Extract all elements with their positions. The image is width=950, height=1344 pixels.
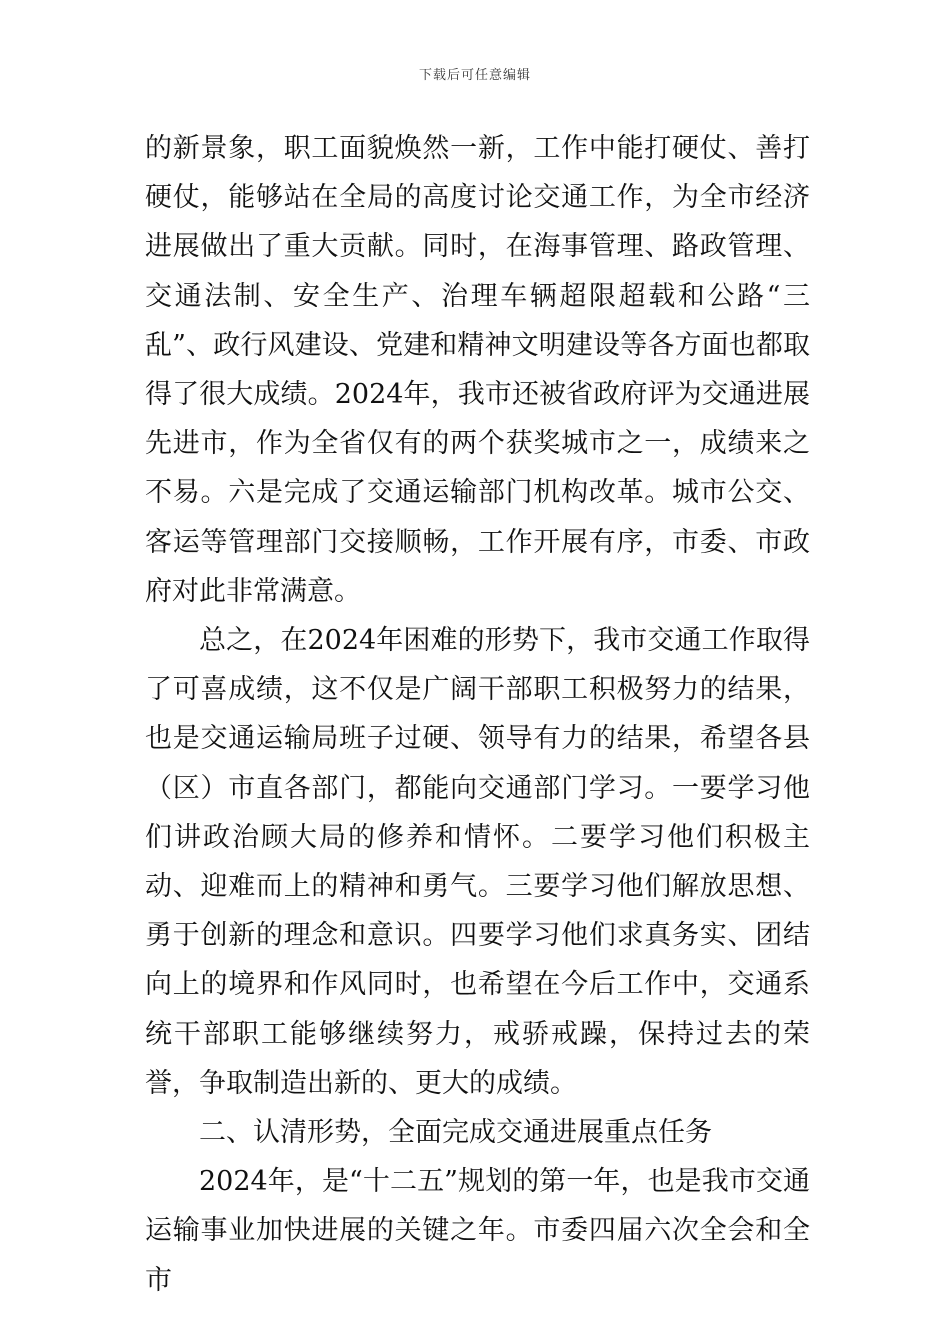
document-body: [145, 124, 810, 1305]
page-header: 下载后可任意编辑: [418, 68, 531, 83]
paragraph-continuation: 的新景象，职工面貌焕然一新，工作中能打硬仗、善打硬仗，能够站在全局的高度讨论交通工作，为全市经济进展做出了重大贡献。同时，在海事管理、路政管理、交通法制、安全生产、治理车辆超限超载和公路“三乱”、政行风建设、党建和精神文明建设等各方面也都取得了很大成绩。2024年，我市还被省政府评为交通进展先进市，作为全省仅有的两个获奖城市之一，成绩来之不易。六是完成了交通运输部门机构改革。城市公交、客运等管理部门交接顺畅，工作开展有序，市委、市政府对此非常满意。: [145, 133, 810, 607]
paragraph-2024-plan: 2024年，是“十二五”规划的第一年，也是我市交通运输事业加快进展的关键之年。市委四届六次全会和全市: [145, 1166, 810, 1296]
paragraph-summary: 总之，在2024年困难的形势下，我市交通工作取得了可喜成绩，这不仅是广阔干部职工积极努力的结果，也是交通运输局班子过硬、领导有力的结果，希望各县（区）市直各部门，都能向交通部门学习。一要学习他们讲政治顾大局的修养和情怀。二要学习他们积极主动、迎难而上的精神和勇气。三要学习他们解放思想、勇于创新的理念和意识。四要学习他们求真务实、团结向上的境界和作风同时，也希望在今后工作中，交通系统干部职工能够继续努力，戒骄戒躁，保持过去的荣誉，争取制造出新的、更大的成绩。: [145, 625, 810, 1099]
section-heading: 二、认清形势，全面完成交通进展重点任务: [199, 1117, 712, 1149]
